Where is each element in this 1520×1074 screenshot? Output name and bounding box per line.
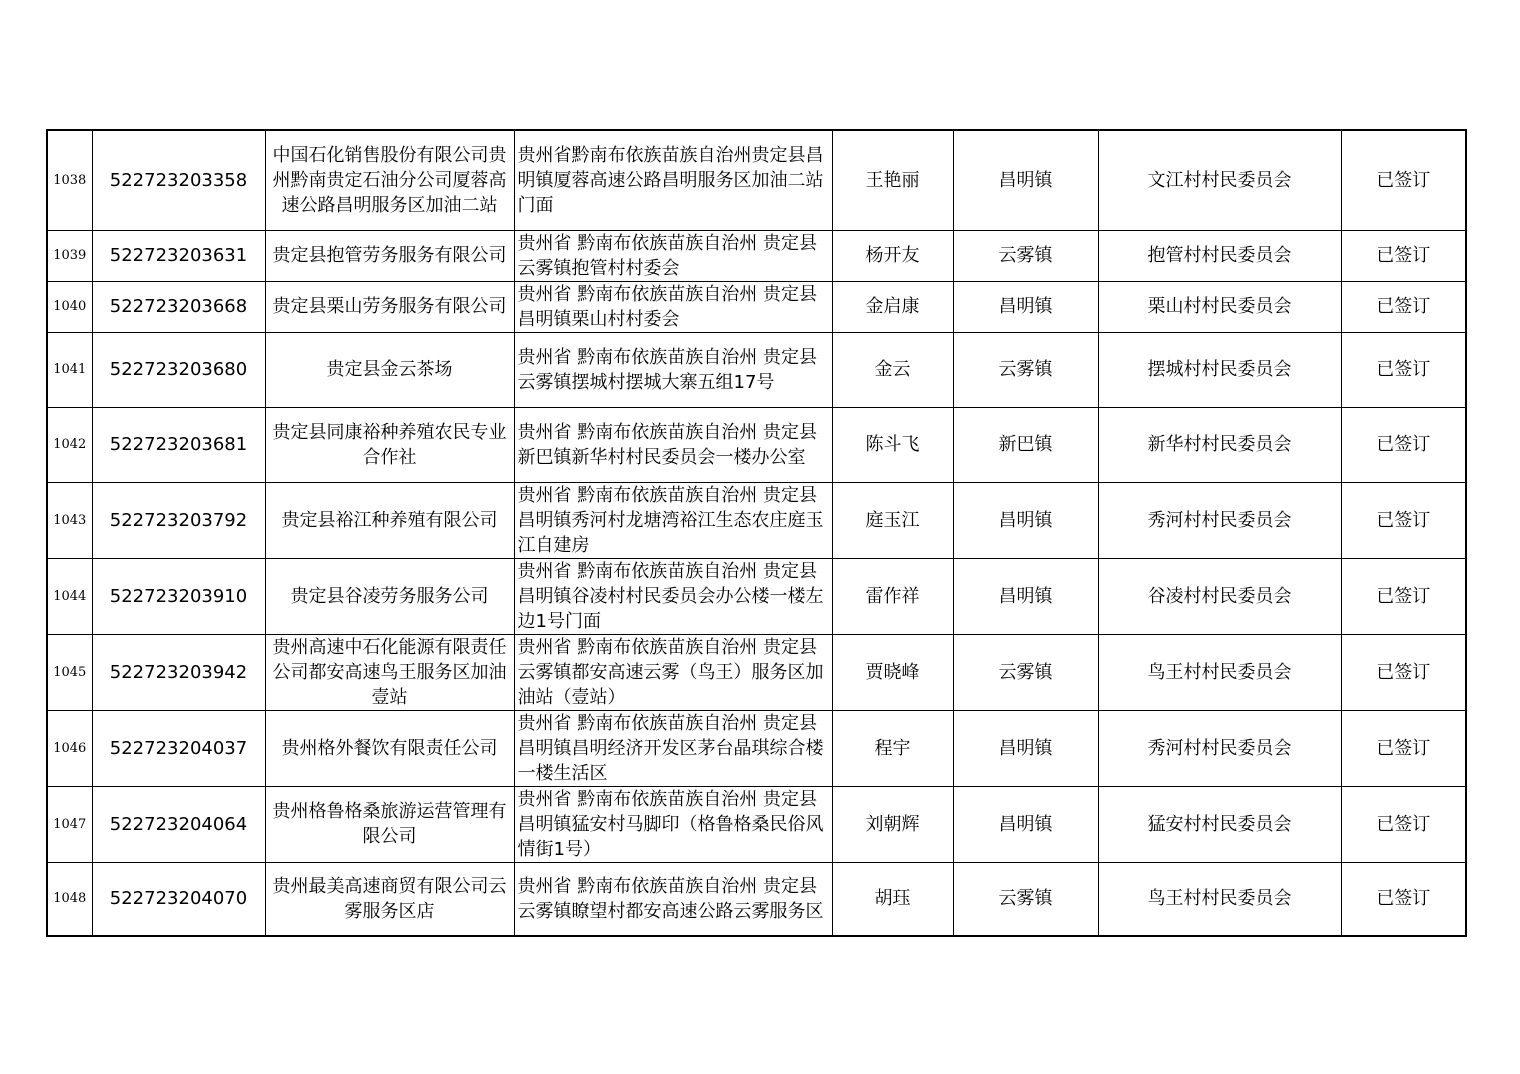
table-body — [47, 130, 1466, 936]
cell-name: 贵州格外餐饮有限责任公司 — [265, 710, 514, 786]
table-row — [47, 230, 1466, 281]
cell-name: 贵州格鲁格桑旅游运营管理有限公司 — [265, 786, 514, 862]
cell-person: 刘朝辉 — [832, 786, 953, 862]
cell-person: 杨开友 — [832, 230, 953, 281]
cell-address: 贵州省 黔南布依族苗族自治州 贵定县云雾镇都安高速云雾（鸟王）服务区加油站（壹站） — [514, 634, 832, 710]
cell-committee: 抱管村村民委员会 — [1098, 230, 1341, 281]
cell-seq: 1045 — [47, 634, 92, 710]
cell-code: 522723203680 — [92, 332, 265, 407]
cell-name: 贵定县栗山劳务服务有限公司 — [265, 281, 514, 332]
cell-person: 金云 — [832, 332, 953, 407]
cell-code: 522723203358 — [92, 130, 265, 230]
cell-status: 已签订 — [1341, 230, 1466, 281]
cell-address: 贵州省 黔南布依族苗族自治州 贵定县昌明镇谷凌村村民委员会办公楼一楼左边1号门面 — [514, 558, 832, 634]
cell-town: 昌明镇 — [953, 710, 1098, 786]
cell-name: 贵定县同康裕种养殖农民专业合作社 — [265, 407, 514, 482]
cell-code: 522723204064 — [92, 786, 265, 862]
cell-seq: 1044 — [47, 558, 92, 634]
cell-seq: 1048 — [47, 862, 92, 936]
cell-status: 已签订 — [1341, 710, 1466, 786]
cell-status: 已签订 — [1341, 130, 1466, 230]
cell-code: 522723204037 — [92, 710, 265, 786]
cell-code: 522723203668 — [92, 281, 265, 332]
cell-person: 胡珏 — [832, 862, 953, 936]
cell-status: 已签订 — [1341, 332, 1466, 407]
cell-code: 522723203910 — [92, 558, 265, 634]
cell-committee: 鸟王村村民委员会 — [1098, 862, 1341, 936]
cell-status: 已签订 — [1341, 634, 1466, 710]
cell-name: 贵定县裕江种养殖有限公司 — [265, 482, 514, 558]
table-row — [47, 862, 1466, 936]
cell-address: 贵州省 黔南布依族苗族自治州 贵定县昌明镇猛安村马脚印（格鲁格桑民俗风情街1号） — [514, 786, 832, 862]
cell-seq: 1047 — [47, 786, 92, 862]
cell-person: 王艳丽 — [832, 130, 953, 230]
table-row — [47, 407, 1466, 482]
table-row — [47, 130, 1466, 230]
cell-address: 贵州省 黔南布依族苗族自治州 贵定县昌明镇昌明经济开发区茅台晶琪综合楼一楼生活区 — [514, 710, 832, 786]
cell-town: 昌明镇 — [953, 482, 1098, 558]
cell-address: 贵州省 黔南布依族苗族自治州 贵定县云雾镇瞭望村都安高速公路云雾服务区 — [514, 862, 832, 936]
cell-seq: 1039 — [47, 230, 92, 281]
cell-address: 贵州省 黔南布依族苗族自治州 贵定县昌明镇栗山村村委会 — [514, 281, 832, 332]
cell-name: 贵州最美高速商贸有限公司云雾服务区店 — [265, 862, 514, 936]
cell-committee: 摆城村村民委员会 — [1098, 332, 1341, 407]
cell-committee: 谷凌村村民委员会 — [1098, 558, 1341, 634]
cell-town: 昌明镇 — [953, 786, 1098, 862]
cell-seq: 1041 — [47, 332, 92, 407]
cell-person: 庭玉江 — [832, 482, 953, 558]
cell-town: 新巴镇 — [953, 407, 1098, 482]
cell-status: 已签订 — [1341, 482, 1466, 558]
cell-status: 已签订 — [1341, 558, 1466, 634]
table-row — [47, 281, 1466, 332]
cell-code: 522723203681 — [92, 407, 265, 482]
cell-code: 522723204070 — [92, 862, 265, 936]
cell-person: 雷作祥 — [832, 558, 953, 634]
cell-person: 贾晓峰 — [832, 634, 953, 710]
cell-committee: 猛安村村民委员会 — [1098, 786, 1341, 862]
cell-committee: 新华村村民委员会 — [1098, 407, 1341, 482]
cell-seq: 1043 — [47, 482, 92, 558]
cell-status: 已签订 — [1341, 786, 1466, 862]
cell-seq: 1038 — [47, 130, 92, 230]
cell-address: 贵州省 黔南布依族苗族自治州 贵定县云雾镇摆城村摆城大寨五组17号 — [514, 332, 832, 407]
cell-seq: 1046 — [47, 710, 92, 786]
cell-address: 贵州省黔南布依族苗族自治州贵定县昌明镇厦蓉高速公路昌明服务区加油二站门面 — [514, 130, 832, 230]
cell-address: 贵州省 黔南布依族苗族自治州 贵定县新巴镇新华村村民委员会一楼办公室 — [514, 407, 832, 482]
table-row — [47, 482, 1466, 558]
cell-committee: 鸟王村村民委员会 — [1098, 634, 1341, 710]
cell-committee: 秀河村村民委员会 — [1098, 482, 1341, 558]
registry-table — [46, 129, 1467, 937]
cell-address: 贵州省 黔南布依族苗族自治州 贵定县昌明镇秀河村龙塘湾裕江生态农庄庭玉江自建房 — [514, 482, 832, 558]
cell-town: 云雾镇 — [953, 862, 1098, 936]
cell-seq: 1042 — [47, 407, 92, 482]
cell-name: 贵定县金云茶场 — [265, 332, 514, 407]
table-row — [47, 634, 1466, 710]
cell-status: 已签订 — [1341, 862, 1466, 936]
cell-committee: 秀河村村民委员会 — [1098, 710, 1341, 786]
cell-code: 522723203942 — [92, 634, 265, 710]
cell-person: 金启康 — [832, 281, 953, 332]
table-row — [47, 558, 1466, 634]
cell-person: 陈斗飞 — [832, 407, 953, 482]
cell-town: 云雾镇 — [953, 634, 1098, 710]
cell-committee: 栗山村村民委员会 — [1098, 281, 1341, 332]
table-row — [47, 332, 1466, 407]
cell-town: 云雾镇 — [953, 332, 1098, 407]
cell-seq: 1040 — [47, 281, 92, 332]
cell-town: 云雾镇 — [953, 230, 1098, 281]
cell-person: 程宇 — [832, 710, 953, 786]
cell-address: 贵州省 黔南布依族苗族自治州 贵定县云雾镇抱管村村委会 — [514, 230, 832, 281]
cell-town: 昌明镇 — [953, 281, 1098, 332]
table-row — [47, 786, 1466, 862]
table-row — [47, 710, 1466, 786]
cell-name: 贵定县抱管劳务服务有限公司 — [265, 230, 514, 281]
cell-status: 已签订 — [1341, 281, 1466, 332]
cell-name: 中国石化销售股份有限公司贵州黔南贵定石油分公司厦蓉高速公路昌明服务区加油二站 — [265, 130, 514, 230]
cell-code: 522723203631 — [92, 230, 265, 281]
cell-name: 贵州高速中石化能源有限责任公司都安高速鸟王服务区加油壹站 — [265, 634, 514, 710]
cell-name: 贵定县谷凌劳务服务公司 — [265, 558, 514, 634]
cell-town: 昌明镇 — [953, 558, 1098, 634]
cell-town: 昌明镇 — [953, 130, 1098, 230]
cell-status: 已签订 — [1341, 407, 1466, 482]
cell-committee: 文江村村民委员会 — [1098, 130, 1341, 230]
cell-code: 522723203792 — [92, 482, 265, 558]
